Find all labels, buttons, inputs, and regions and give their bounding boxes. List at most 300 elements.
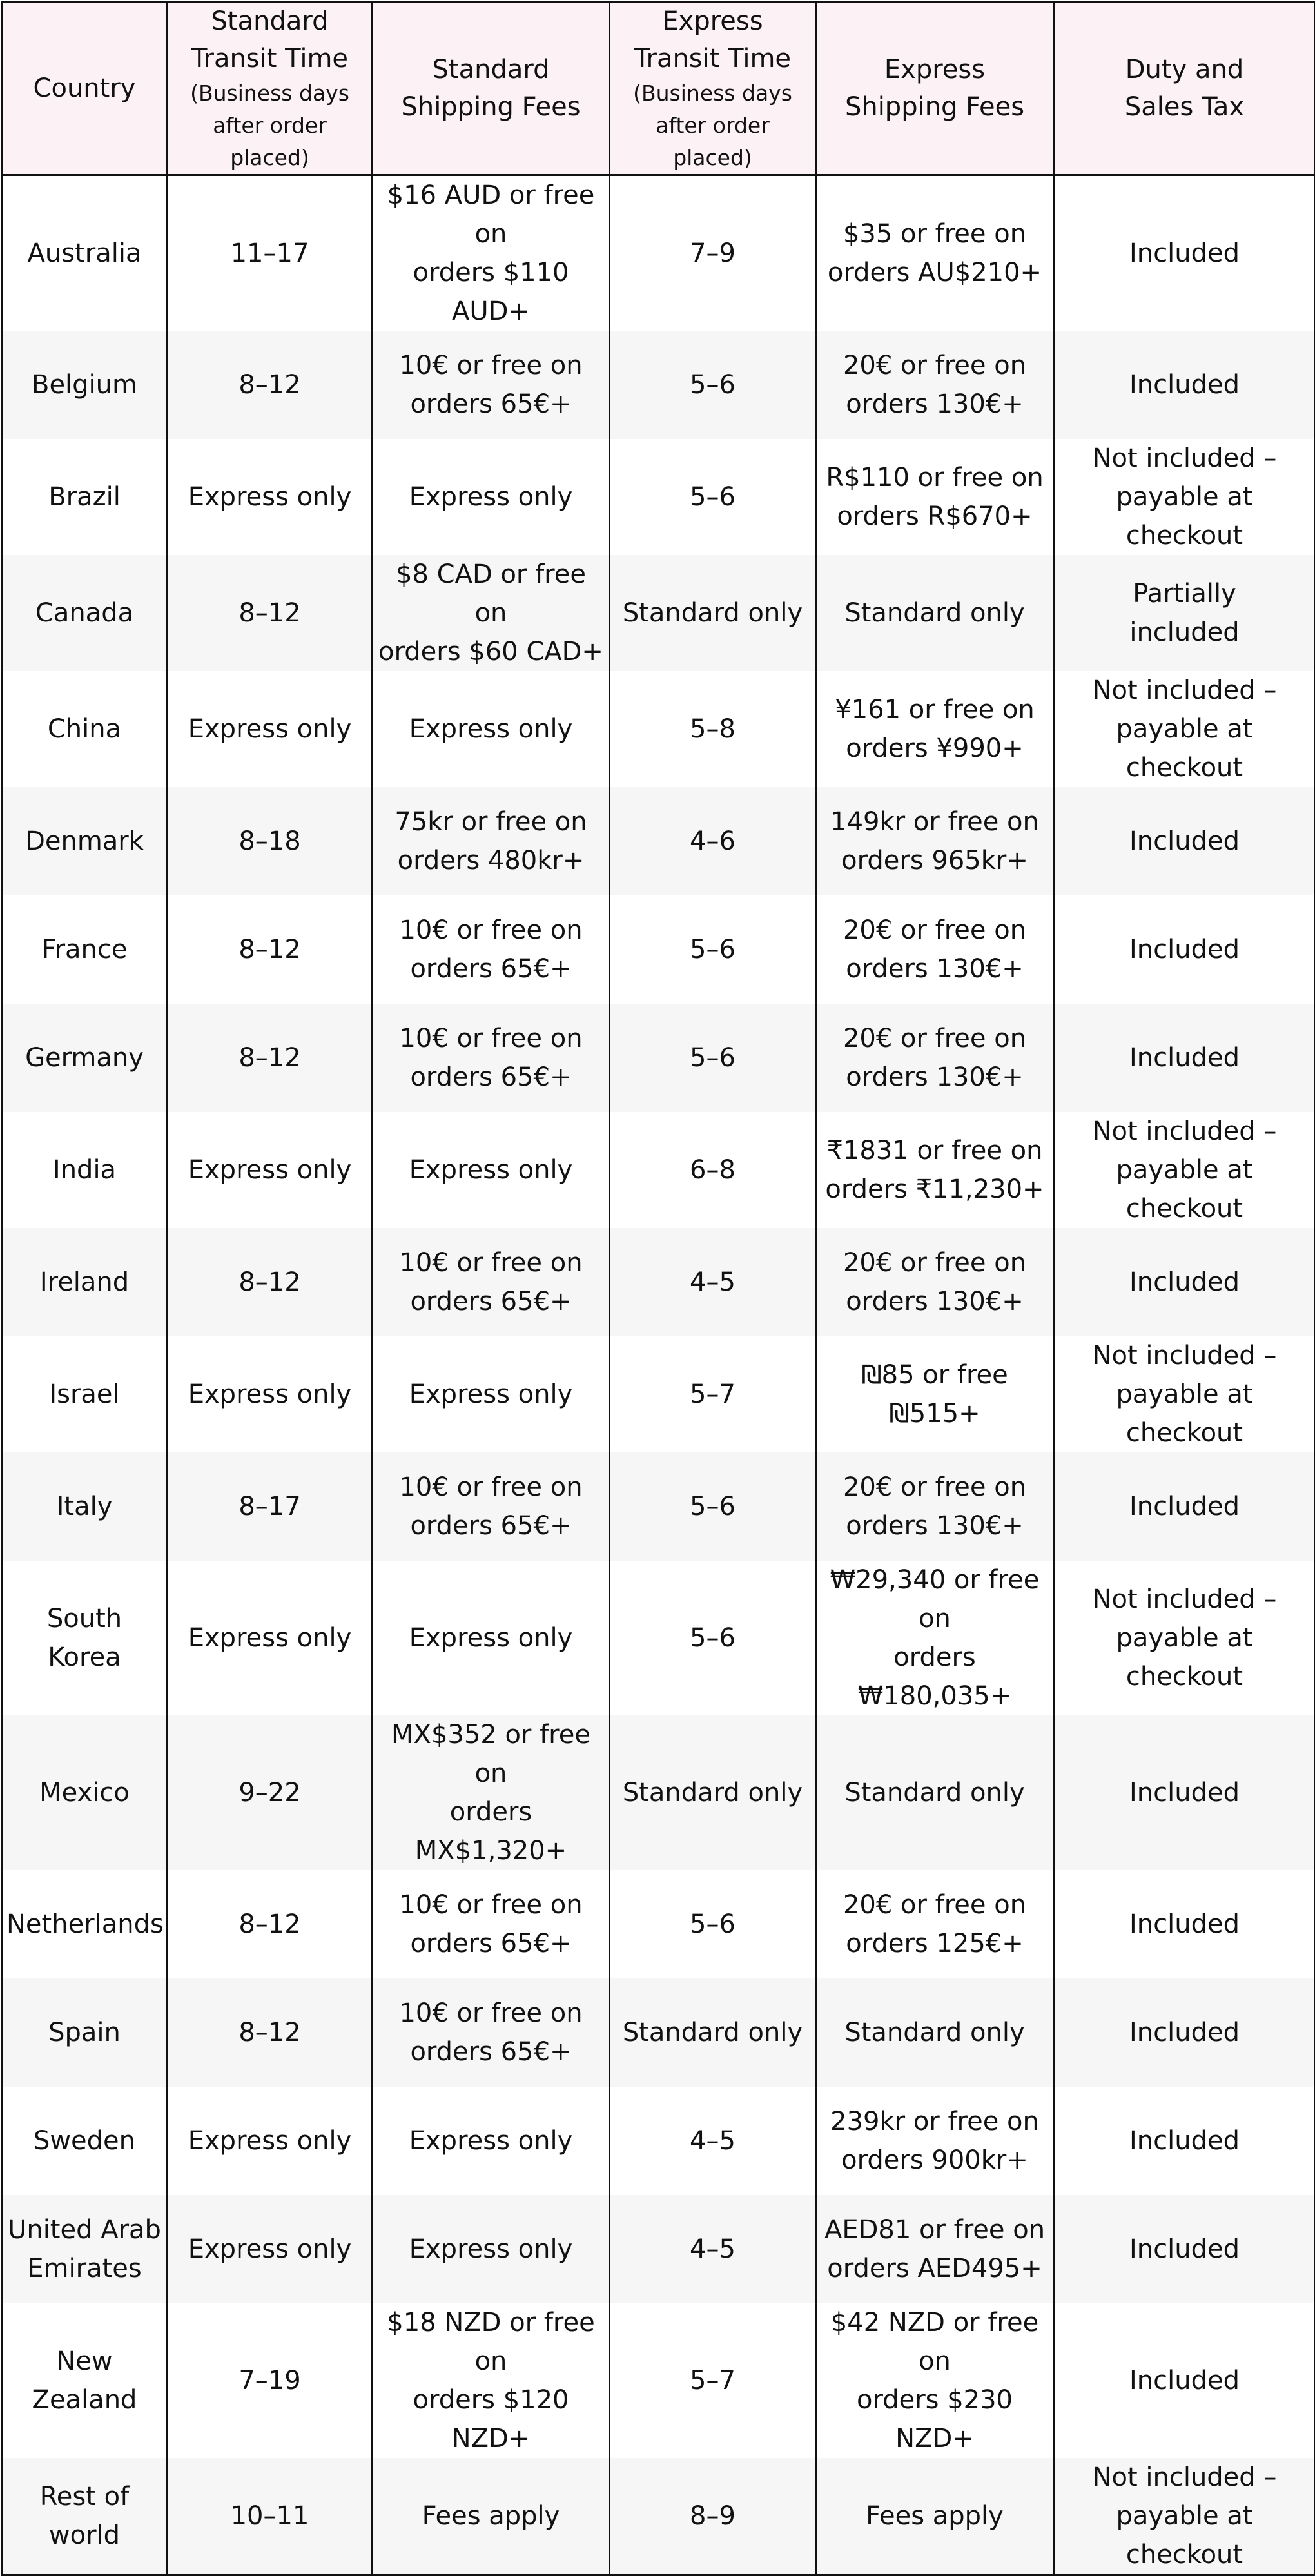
cell-country <box>2 2458 168 2575</box>
cell-standard-shipping-fee <box>373 2087 610 2195</box>
cell-standard-transit-time-text: 10–11 <box>172 2497 367 2535</box>
header-standard-transit-note: (Business days <box>172 77 367 110</box>
cell-express-shipping-fee-text: orders 125€+ <box>821 1924 1049 1963</box>
cell-express-shipping-fee-text: 149kr or free on <box>821 803 1049 841</box>
cell-express-shipping-fee-text: orders AU$210+ <box>821 253 1049 292</box>
cell-standard-shipping-fee <box>373 1715 610 1870</box>
cell-standard-transit-time-text: Express only <box>172 2122 367 2160</box>
cell-duty-sales-tax-text: Included <box>1058 1487 1310 1526</box>
cell-country-text: Ireland <box>6 1263 162 1302</box>
cell-express-shipping-fee-text: Standard only <box>821 594 1049 632</box>
cell-express-transit-time-text: 5–7 <box>614 1375 811 1414</box>
table-row <box>2 1715 1315 1870</box>
cell-standard-shipping-fee-text: $16 AUD or free on <box>377 176 605 253</box>
cell-standard-shipping-fee <box>373 787 610 895</box>
cell-duty-sales-tax-text: Included <box>1058 2361 1310 2400</box>
cell-standard-shipping-fee <box>373 439 610 555</box>
header-duty-tax-line: Sales Tax <box>1058 88 1310 126</box>
cell-duty-sales-tax-text: payable at checkout <box>1058 710 1310 787</box>
cell-standard-transit-time <box>168 671 373 787</box>
cell-express-transit-time-text: 5–6 <box>614 1619 811 1657</box>
cell-duty-sales-tax <box>1054 671 1315 787</box>
cell-country-text: Italy <box>6 1487 162 1526</box>
cell-standard-shipping-fee-text: orders MX$1,320+ <box>377 1793 605 1870</box>
cell-country-text: China <box>6 710 162 748</box>
cell-standard-transit-time-text: Express only <box>172 1619 367 1657</box>
cell-express-transit-time-text: 5–6 <box>614 930 811 969</box>
cell-duty-sales-tax <box>1054 439 1315 555</box>
cell-express-shipping-fee <box>816 787 1054 895</box>
cell-express-transit-time <box>610 555 816 671</box>
cell-express-shipping-fee <box>816 2195 1054 2303</box>
cell-standard-shipping-fee-text: Express only <box>377 2122 605 2160</box>
cell-standard-shipping-fee <box>373 331 610 439</box>
cell-standard-shipping-fee-text: orders 65€+ <box>377 2033 605 2071</box>
cell-express-shipping-fee-text: 239kr or free on <box>821 2102 1049 2141</box>
header-express-transit-line: Express <box>614 3 811 40</box>
cell-country <box>2 1228 168 1336</box>
cell-standard-transit-time-text: Express only <box>172 710 367 748</box>
cell-standard-transit-time <box>168 2303 373 2458</box>
cell-standard-transit-time <box>168 787 373 895</box>
cell-duty-sales-tax-text: Included <box>1058 2013 1310 2052</box>
table-row <box>2 787 1315 895</box>
cell-country <box>2 555 168 671</box>
cell-standard-transit-time <box>168 2195 373 2303</box>
cell-standard-shipping-fee <box>373 671 610 787</box>
cell-country-text: world <box>6 2516 162 2555</box>
cell-express-shipping-fee <box>816 1112 1054 1228</box>
cell-express-transit-time <box>610 1336 816 1452</box>
cell-country-text: Brazil <box>6 478 162 516</box>
cell-standard-shipping-fee <box>373 1561 610 1715</box>
cell-duty-sales-tax <box>1054 555 1315 671</box>
cell-duty-sales-tax <box>1054 1336 1315 1452</box>
cell-express-shipping-fee-text: orders ₹11,230+ <box>821 1170 1049 1209</box>
cell-standard-transit-time <box>168 2087 373 2195</box>
cell-country <box>2 2087 168 2195</box>
cell-country-text: Spain <box>6 2013 162 2052</box>
cell-standard-transit-time-text: 7–19 <box>172 2361 367 2400</box>
cell-country-text: Denmark <box>6 822 162 861</box>
cell-express-shipping-fee-text: AED81 or free on <box>821 2210 1049 2249</box>
cell-country <box>2 175 168 331</box>
cell-express-transit-time-text: 5–8 <box>614 710 811 748</box>
cell-express-shipping-fee <box>816 1228 1054 1336</box>
table-row <box>2 1452 1315 1561</box>
header-standard-fees-line: Shipping Fees <box>377 88 605 126</box>
cell-standard-transit-time-text: 8–17 <box>172 1487 367 1526</box>
cell-standard-shipping-fee-text: orders $110 AUD+ <box>377 253 605 331</box>
table-row <box>2 1870 1315 1978</box>
table-row <box>2 2195 1315 2303</box>
cell-standard-transit-time-text: 8–12 <box>172 1263 367 1302</box>
cell-country-text: Belgium <box>6 366 162 404</box>
cell-standard-shipping-fee-text: 10€ or free on <box>377 1244 605 1282</box>
cell-country <box>2 1336 168 1452</box>
cell-country-text: Netherlands <box>6 1905 162 1944</box>
cell-express-shipping-fee-text: 20€ or free on <box>821 911 1049 950</box>
cell-duty-sales-tax <box>1054 2195 1315 2303</box>
cell-standard-shipping-fee <box>373 1004 610 1112</box>
cell-express-shipping-fee <box>816 1870 1054 1978</box>
cell-standard-shipping-fee-text: Express only <box>377 1619 605 1657</box>
cell-express-shipping-fee-text: Fees apply <box>821 2497 1049 2535</box>
table-row <box>2 175 1315 331</box>
cell-country-text: Israel <box>6 1375 162 1414</box>
cell-standard-shipping-fee-text: 10€ or free on <box>377 1468 605 1507</box>
cell-standard-shipping-fee <box>373 895 610 1004</box>
cell-standard-shipping-fee <box>373 175 610 331</box>
cell-express-transit-time <box>610 175 816 331</box>
cell-express-shipping-fee <box>816 175 1054 331</box>
cell-standard-transit-time-text: 9–22 <box>172 1773 367 1812</box>
cell-standard-transit-time-text: 8–12 <box>172 930 367 969</box>
cell-standard-transit-time-text: 8–12 <box>172 1905 367 1944</box>
table-row <box>2 1561 1315 1715</box>
table-row <box>2 439 1315 555</box>
cell-express-transit-time <box>610 439 816 555</box>
header-standard-transit-line: Standard <box>172 3 367 40</box>
cell-standard-shipping-fee <box>373 1336 610 1452</box>
cell-standard-shipping-fee-text: Express only <box>377 710 605 748</box>
cell-standard-transit-time <box>168 1112 373 1228</box>
cell-express-shipping-fee <box>816 331 1054 439</box>
cell-standard-shipping-fee-text: orders $120 NZD+ <box>377 2381 605 2458</box>
cell-standard-transit-time-text: 8–12 <box>172 594 367 632</box>
cell-express-transit-time <box>610 1112 816 1228</box>
header-standard-transit <box>168 2 373 175</box>
cell-duty-sales-tax-text: payable at checkout <box>1058 1151 1310 1228</box>
header-duty-tax-line: Duty and <box>1058 51 1310 88</box>
cell-duty-sales-tax-text: Included <box>1058 2230 1310 2269</box>
cell-duty-sales-tax <box>1054 1870 1315 1978</box>
cell-duty-sales-tax <box>1054 2303 1315 2458</box>
cell-standard-shipping-fee-text: orders 65€+ <box>377 385 605 424</box>
cell-country-text: Rest of <box>6 2477 162 2516</box>
cell-standard-shipping-fee-text: orders 65€+ <box>377 950 605 988</box>
table-row <box>2 2087 1315 2195</box>
cell-express-shipping-fee-text: orders 965kr+ <box>821 841 1049 880</box>
table-row <box>2 1336 1315 1452</box>
cell-standard-shipping-fee-text: 10€ or free on <box>377 1019 605 1058</box>
cell-express-shipping-fee-text: ₩29,340 or free on <box>821 1561 1049 1638</box>
cell-express-shipping-fee-text: orders ₩180,035+ <box>821 1638 1049 1715</box>
cell-standard-shipping-fee-text: $8 CAD or free on <box>377 555 605 632</box>
cell-standard-transit-time <box>168 1004 373 1112</box>
table-row <box>2 331 1315 439</box>
cell-express-transit-time-text: Standard only <box>614 594 811 632</box>
cell-standard-shipping-fee-text: orders 65€+ <box>377 1282 605 1321</box>
cell-duty-sales-tax-text: Included <box>1058 234 1310 273</box>
cell-standard-shipping-fee <box>373 555 610 671</box>
cell-express-shipping-fee-text: R$110 or free on <box>821 458 1049 497</box>
header-country <box>2 2 168 175</box>
cell-express-shipping-fee <box>816 1561 1054 1715</box>
cell-standard-shipping-fee <box>373 1452 610 1561</box>
cell-country-text: New Zealand <box>6 2342 162 2419</box>
cell-country <box>2 439 168 555</box>
cell-standard-shipping-fee-text: 75kr or free on <box>377 803 605 841</box>
cell-express-transit-time <box>610 1228 816 1336</box>
cell-express-shipping-fee-text: orders $230 NZD+ <box>821 2381 1049 2458</box>
cell-standard-transit-time <box>168 331 373 439</box>
cell-country <box>2 331 168 439</box>
header-duty-tax <box>1054 2 1315 175</box>
table-header <box>2 2 1315 175</box>
cell-standard-shipping-fee-text: Express only <box>377 478 605 516</box>
cell-express-shipping-fee <box>816 1452 1054 1561</box>
cell-duty-sales-tax-text: Included <box>1058 1773 1310 1812</box>
cell-express-shipping-fee <box>816 1004 1054 1112</box>
header-express-transit-note: after order placed) <box>614 110 811 174</box>
cell-country <box>2 895 168 1004</box>
table-row <box>2 671 1315 787</box>
cell-country-text: Mexico <box>6 1773 162 1812</box>
cell-standard-transit-time <box>168 1336 373 1452</box>
cell-duty-sales-tax-text: Included <box>1058 1263 1310 1302</box>
header-express-fees-line: Express <box>821 51 1049 88</box>
cell-standard-shipping-fee-text: orders 65€+ <box>377 1924 605 1963</box>
cell-express-shipping-fee-text: $42 NZD or free on <box>821 2303 1049 2381</box>
cell-country <box>2 1561 168 1715</box>
header-standard-transit-note: after order placed) <box>172 110 367 174</box>
cell-country <box>2 2195 168 2303</box>
cell-express-shipping-fee-text: orders 130€+ <box>821 385 1049 424</box>
cell-standard-transit-time <box>168 1561 373 1715</box>
cell-standard-transit-time-text: Express only <box>172 478 367 516</box>
cell-duty-sales-tax <box>1054 175 1315 331</box>
cell-express-shipping-fee-text: orders 130€+ <box>821 1058 1049 1097</box>
cell-duty-sales-tax-text: Included <box>1058 2122 1310 2160</box>
cell-duty-sales-tax <box>1054 1228 1315 1336</box>
header-express-transit-note: (Business days <box>614 77 811 110</box>
cell-standard-transit-time <box>168 1870 373 1978</box>
cell-express-shipping-fee-text: orders R$670+ <box>821 497 1049 536</box>
cell-express-shipping-fee <box>816 2087 1054 2195</box>
table-row <box>2 1228 1315 1336</box>
cell-duty-sales-tax <box>1054 1978 1315 2087</box>
cell-duty-sales-tax-text: Not included – <box>1058 1580 1310 1619</box>
cell-express-shipping-fee-text: orders 130€+ <box>821 950 1049 988</box>
cell-country-text: Emirates <box>6 2249 162 2288</box>
cell-standard-transit-time <box>168 2458 373 2575</box>
cell-express-transit-time-text: 5–6 <box>614 1487 811 1526</box>
cell-standard-shipping-fee-text: 10€ or free on <box>377 1994 605 2033</box>
cell-country <box>2 787 168 895</box>
cell-express-transit-time-text: Standard only <box>614 2013 811 2052</box>
cell-standard-shipping-fee-text: orders 65€+ <box>377 1058 605 1097</box>
cell-standard-transit-time <box>168 895 373 1004</box>
cell-express-shipping-fee-text: orders 130€+ <box>821 1282 1049 1321</box>
cell-country <box>2 2303 168 2458</box>
cell-standard-shipping-fee-text: Express only <box>377 1375 605 1414</box>
cell-express-transit-time-text: 5–6 <box>614 1905 811 1944</box>
cell-country <box>2 1715 168 1870</box>
cell-standard-transit-time <box>168 175 373 331</box>
cell-country-text: Canada <box>6 594 162 632</box>
cell-standard-shipping-fee-text: 10€ or free on <box>377 1886 605 1924</box>
header-row <box>2 2 1315 175</box>
cell-duty-sales-tax-text: Included <box>1058 930 1310 969</box>
cell-duty-sales-tax <box>1054 2087 1315 2195</box>
cell-express-shipping-fee-text: orders ¥990+ <box>821 729 1049 768</box>
cell-country <box>2 1978 168 2087</box>
cell-express-shipping-fee-text: Standard only <box>821 1773 1049 1812</box>
cell-express-transit-time-text: 4–5 <box>614 2230 811 2269</box>
cell-standard-shipping-fee-text: 10€ or free on <box>377 911 605 950</box>
cell-standard-shipping-fee <box>373 2195 610 2303</box>
cell-express-transit-time <box>610 2458 816 2575</box>
cell-standard-shipping-fee-text: Express only <box>377 2230 605 2269</box>
cell-duty-sales-tax <box>1054 1004 1315 1112</box>
cell-duty-sales-tax-text: Included <box>1058 366 1310 404</box>
cell-express-shipping-fee-text: ¥161 or free on <box>821 690 1049 729</box>
cell-duty-sales-tax <box>1054 331 1315 439</box>
cell-standard-transit-time-text: Express only <box>172 2230 367 2269</box>
cell-express-shipping-fee <box>816 895 1054 1004</box>
header-express-transit-line: Transit Time <box>614 40 811 77</box>
cell-express-transit-time <box>610 2303 816 2458</box>
cell-duty-sales-tax-text: Included <box>1058 1905 1310 1944</box>
table-row <box>2 1004 1315 1112</box>
cell-express-shipping-fee-text: ₹1831 or free on <box>821 1131 1049 1170</box>
table-row <box>2 2458 1315 2575</box>
cell-express-transit-time-text: 7–9 <box>614 234 811 273</box>
cell-country-text: Sweden <box>6 2122 162 2160</box>
cell-duty-sales-tax-text: Not included – <box>1058 1112 1310 1151</box>
cell-express-transit-time <box>610 331 816 439</box>
cell-standard-shipping-fee-text: Fees apply <box>377 2497 605 2535</box>
cell-express-shipping-fee <box>816 2458 1054 2575</box>
cell-country-text: United Arab <box>6 2210 162 2249</box>
cell-express-transit-time <box>610 895 816 1004</box>
cell-express-shipping-fee-text: orders AED495+ <box>821 2249 1049 2288</box>
cell-standard-shipping-fee <box>373 1112 610 1228</box>
cell-duty-sales-tax-text: included <box>1058 613 1310 652</box>
cell-express-shipping-fee <box>816 1715 1054 1870</box>
cell-express-transit-time-text: 6–8 <box>614 1151 811 1189</box>
cell-standard-shipping-fee <box>373 1978 610 2087</box>
cell-duty-sales-tax-text: Not included – <box>1058 439 1310 478</box>
table-row <box>2 2303 1315 2458</box>
cell-express-shipping-fee-text: 20€ or free on <box>821 1019 1049 1058</box>
cell-country-text: Germany <box>6 1039 162 1077</box>
cell-country <box>2 1452 168 1561</box>
cell-standard-transit-time <box>168 1978 373 2087</box>
cell-standard-transit-time-text: 8–12 <box>172 366 367 404</box>
cell-country-text: France <box>6 930 162 969</box>
cell-standard-shipping-fee-text: 10€ or free on <box>377 346 605 385</box>
cell-express-transit-time <box>610 1561 816 1715</box>
cell-express-shipping-fee-text: orders 900kr+ <box>821 2141 1049 2180</box>
cell-express-shipping-fee <box>816 439 1054 555</box>
cell-standard-shipping-fee-text: MX$352 or free on <box>377 1715 605 1793</box>
cell-express-shipping-fee <box>816 555 1054 671</box>
cell-express-transit-time-text: 8–9 <box>614 2497 811 2535</box>
cell-standard-shipping-fee <box>373 1228 610 1336</box>
cell-standard-transit-time <box>168 439 373 555</box>
cell-standard-transit-time-text: Express only <box>172 1375 367 1414</box>
header-country-label: Country <box>6 70 162 107</box>
cell-express-transit-time <box>610 1870 816 1978</box>
cell-duty-sales-tax-text: payable at checkout <box>1058 478 1310 555</box>
cell-country <box>2 1870 168 1978</box>
cell-express-transit-time <box>610 671 816 787</box>
cell-duty-sales-tax-text: Included <box>1058 1039 1310 1077</box>
cell-express-transit-time-text: 4–6 <box>614 822 811 861</box>
table-body <box>2 175 1315 2575</box>
cell-duty-sales-tax <box>1054 787 1315 895</box>
cell-standard-shipping-fee-text: orders $60 CAD+ <box>377 632 605 671</box>
cell-duty-sales-tax-text: payable at checkout <box>1058 2497 1310 2574</box>
cell-express-transit-time <box>610 1004 816 1112</box>
cell-express-shipping-fee <box>816 2303 1054 2458</box>
table-row <box>2 555 1315 671</box>
cell-duty-sales-tax-text: payable at checkout <box>1058 1619 1310 1696</box>
cell-duty-sales-tax <box>1054 1715 1315 1870</box>
header-express-transit <box>610 2 816 175</box>
cell-duty-sales-tax-text: Not included – <box>1058 2458 1310 2497</box>
cell-express-transit-time <box>610 2087 816 2195</box>
cell-express-shipping-fee <box>816 671 1054 787</box>
cell-standard-shipping-fee-text: Express only <box>377 1151 605 1189</box>
cell-express-transit-time <box>610 1715 816 1870</box>
cell-country-text: India <box>6 1151 162 1189</box>
cell-express-shipping-fee-text: 20€ or free on <box>821 1886 1049 1924</box>
cell-duty-sales-tax <box>1054 1452 1315 1561</box>
cell-express-shipping-fee-text: 20€ or free on <box>821 346 1049 385</box>
cell-express-transit-time <box>610 2195 816 2303</box>
cell-duty-sales-tax <box>1054 1561 1315 1715</box>
cell-country <box>2 1112 168 1228</box>
cell-duty-sales-tax-text: Not included – <box>1058 671 1310 710</box>
cell-standard-shipping-fee <box>373 2458 610 2575</box>
cell-express-shipping-fee-text: 20€ or free on <box>821 1244 1049 1282</box>
cell-express-shipping-fee-text: orders 130€+ <box>821 1507 1049 1545</box>
cell-duty-sales-tax <box>1054 2458 1315 2575</box>
cell-standard-transit-time-text: 11–17 <box>172 234 367 273</box>
cell-express-shipping-fee-text: $35 or free on <box>821 215 1049 253</box>
cell-express-transit-time-text: 5–7 <box>614 2361 811 2400</box>
header-express-fees <box>816 2 1054 175</box>
header-standard-fees <box>373 2 610 175</box>
cell-express-transit-time <box>610 787 816 895</box>
cell-standard-transit-time <box>168 1452 373 1561</box>
cell-express-shipping-fee <box>816 1336 1054 1452</box>
cell-express-transit-time-text: 5–6 <box>614 1039 811 1077</box>
cell-country <box>2 1004 168 1112</box>
cell-express-transit-time-text: 5–6 <box>614 366 811 404</box>
cell-country <box>2 671 168 787</box>
cell-express-shipping-fee-text: Standard only <box>821 2013 1049 2052</box>
cell-express-transit-time <box>610 1978 816 2087</box>
cell-duty-sales-tax-text: Not included – <box>1058 1336 1310 1375</box>
header-standard-transit-line: Transit Time <box>172 40 367 77</box>
cell-country-text: Korea <box>6 1638 162 1677</box>
header-express-fees-line: Shipping Fees <box>821 88 1049 126</box>
cell-standard-transit-time-text: Express only <box>172 1151 367 1189</box>
cell-duty-sales-tax-text: payable at checkout <box>1058 1375 1310 1452</box>
cell-standard-transit-time <box>168 1228 373 1336</box>
cell-express-shipping-fee-text: 20€ or free on <box>821 1468 1049 1507</box>
cell-standard-transit-time-text: 8–12 <box>172 1039 367 1077</box>
cell-standard-shipping-fee <box>373 1870 610 1978</box>
cell-standard-shipping-fee-text: orders 480kr+ <box>377 841 605 880</box>
header-standard-fees-line: Standard <box>377 51 605 88</box>
cell-standard-transit-time <box>168 1715 373 1870</box>
table-row <box>2 1978 1315 2087</box>
